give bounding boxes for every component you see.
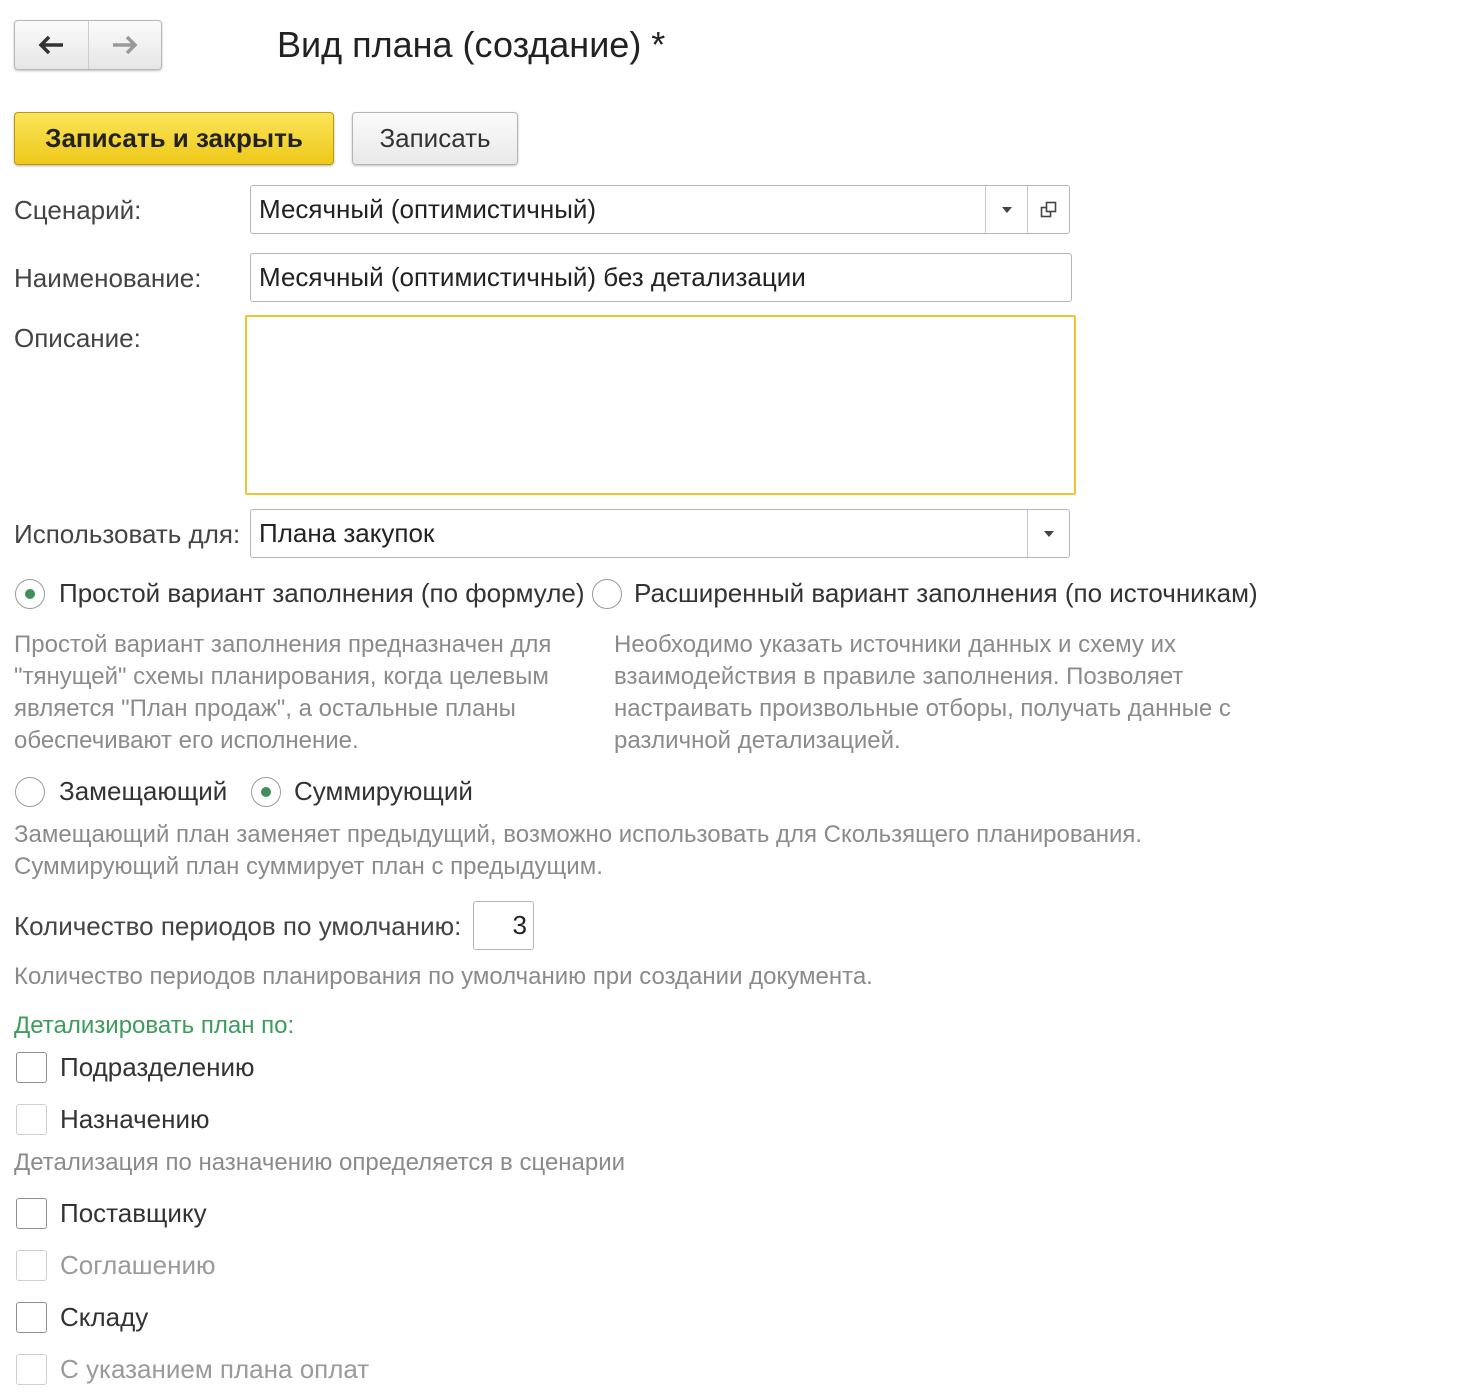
arrow-right-icon bbox=[110, 34, 140, 56]
chevron-down-icon bbox=[1002, 207, 1012, 213]
chevron-down-icon bbox=[1044, 531, 1054, 537]
checkbox-department-label: Подразделению bbox=[60, 1052, 255, 1082]
description-textarea[interactable] bbox=[245, 315, 1076, 495]
checkbox-warehouse-label: Складу bbox=[60, 1302, 149, 1332]
window-title: Вид плана (создание) * bbox=[277, 24, 666, 65]
description-label: Описание: bbox=[14, 323, 141, 353]
hint-line: является "План продаж", а остальные планы bbox=[14, 695, 516, 722]
checkbox-purpose bbox=[16, 1104, 210, 1135]
extended-fill-hint bbox=[614, 629, 1314, 757]
checkbox-warehouse[interactable] bbox=[16, 1302, 148, 1333]
arrow-left-icon bbox=[36, 34, 66, 56]
radio-extended-fill-label: Расширенный вариант заполнения (по источникам) bbox=[634, 578, 1258, 608]
name-value: Месячный (оптимистичный) без детализации bbox=[259, 262, 806, 292]
radio-replacing[interactable] bbox=[15, 776, 227, 807]
checkbox-box-disabled bbox=[16, 1354, 47, 1385]
scenario-dropdown-button[interactable] bbox=[985, 186, 1027, 233]
checkbox-payment-plan bbox=[16, 1354, 369, 1385]
scenario-field[interactable] bbox=[250, 185, 1070, 234]
hint-line: Простой вариант заполнения предназначен для bbox=[14, 631, 552, 658]
use-for-select[interactable] bbox=[250, 509, 1070, 558]
plan-kind-hint bbox=[14, 819, 1314, 883]
radio-summing[interactable] bbox=[251, 776, 473, 807]
simple-fill-hint bbox=[14, 629, 604, 757]
periods-input[interactable]: 3 bbox=[473, 901, 534, 950]
radio-button-selected[interactable] bbox=[15, 579, 45, 609]
checkbox-payment-plan-label: С указанием плана оплат bbox=[60, 1354, 370, 1384]
checkbox-box[interactable] bbox=[16, 1198, 47, 1229]
hint-line: настраивать произвольные отборы, получать данные с bbox=[614, 695, 1231, 722]
use-for-value: Плана закупок bbox=[259, 518, 435, 548]
radio-summing-label: Суммирующий bbox=[294, 776, 473, 806]
radio-button[interactable] bbox=[592, 579, 622, 609]
use-for-dropdown-button[interactable] bbox=[1027, 510, 1069, 557]
save-and-close-button[interactable]: Записать и закрыть bbox=[14, 112, 334, 165]
name-field[interactable] bbox=[250, 253, 1072, 302]
detail-group-heading: Детализировать план по: bbox=[14, 1012, 295, 1039]
hint-line: Суммирующий план суммирует план с предыдущим. bbox=[14, 853, 603, 880]
periods-label: Количество периодов по умолчанию: bbox=[14, 911, 462, 941]
save-button[interactable]: Записать bbox=[352, 112, 518, 165]
hint-line: обеспечивают его исполнение. bbox=[14, 727, 359, 754]
checkbox-agreement bbox=[16, 1250, 215, 1281]
hint-line: взаимодействия в правиле заполнения. Позволяет bbox=[614, 663, 1184, 690]
navigation-buttons bbox=[14, 20, 162, 70]
radio-button-selected[interactable] bbox=[251, 777, 281, 807]
scenario-open-button[interactable] bbox=[1027, 186, 1069, 233]
use-for-label: Использовать для: bbox=[14, 519, 241, 549]
radio-button[interactable] bbox=[15, 777, 45, 807]
radio-simple-fill-label: Простой вариант заполнения (по формуле) bbox=[59, 578, 585, 608]
checkbox-agreement-label: Соглашению bbox=[60, 1250, 216, 1280]
periods-hint: Количество периодов планирования по умолчанию при создании документа. bbox=[14, 963, 873, 990]
checkbox-box[interactable] bbox=[16, 1302, 47, 1333]
radio-simple-fill[interactable] bbox=[15, 578, 584, 609]
radio-replacing-label: Замещающий bbox=[59, 776, 228, 806]
purpose-hint: Детализация по назначению определяется в сценарии bbox=[14, 1149, 626, 1176]
radio-extended-fill[interactable] bbox=[592, 578, 1258, 609]
scenario-value: Месячный (оптимистичный) bbox=[259, 194, 597, 224]
checkbox-supplier[interactable] bbox=[16, 1198, 207, 1229]
checkbox-department[interactable] bbox=[16, 1052, 255, 1083]
back-button[interactable] bbox=[15, 21, 88, 69]
checkbox-box[interactable] bbox=[16, 1052, 47, 1083]
checkbox-box-disabled bbox=[16, 1250, 47, 1281]
open-window-icon bbox=[1040, 201, 1058, 219]
checkbox-purpose-label: Назначению bbox=[60, 1104, 210, 1134]
hint-line: "тянущей" схемы планирования, когда целевым bbox=[14, 663, 549, 690]
hint-line: различной детализацией. bbox=[614, 727, 901, 754]
hint-line: Необходимо указать источники данных и схему их bbox=[614, 631, 1177, 658]
scenario-label: Сценарий: bbox=[14, 195, 142, 225]
checkbox-box-disabled bbox=[16, 1104, 47, 1135]
forward-button[interactable] bbox=[88, 21, 162, 69]
checkbox-supplier-label: Поставщику bbox=[60, 1198, 207, 1228]
hint-line: Замещающий план заменяет предыдущий, возможно использовать для Скользящего планирования. bbox=[14, 821, 1143, 848]
name-label: Наименование: bbox=[14, 263, 202, 293]
